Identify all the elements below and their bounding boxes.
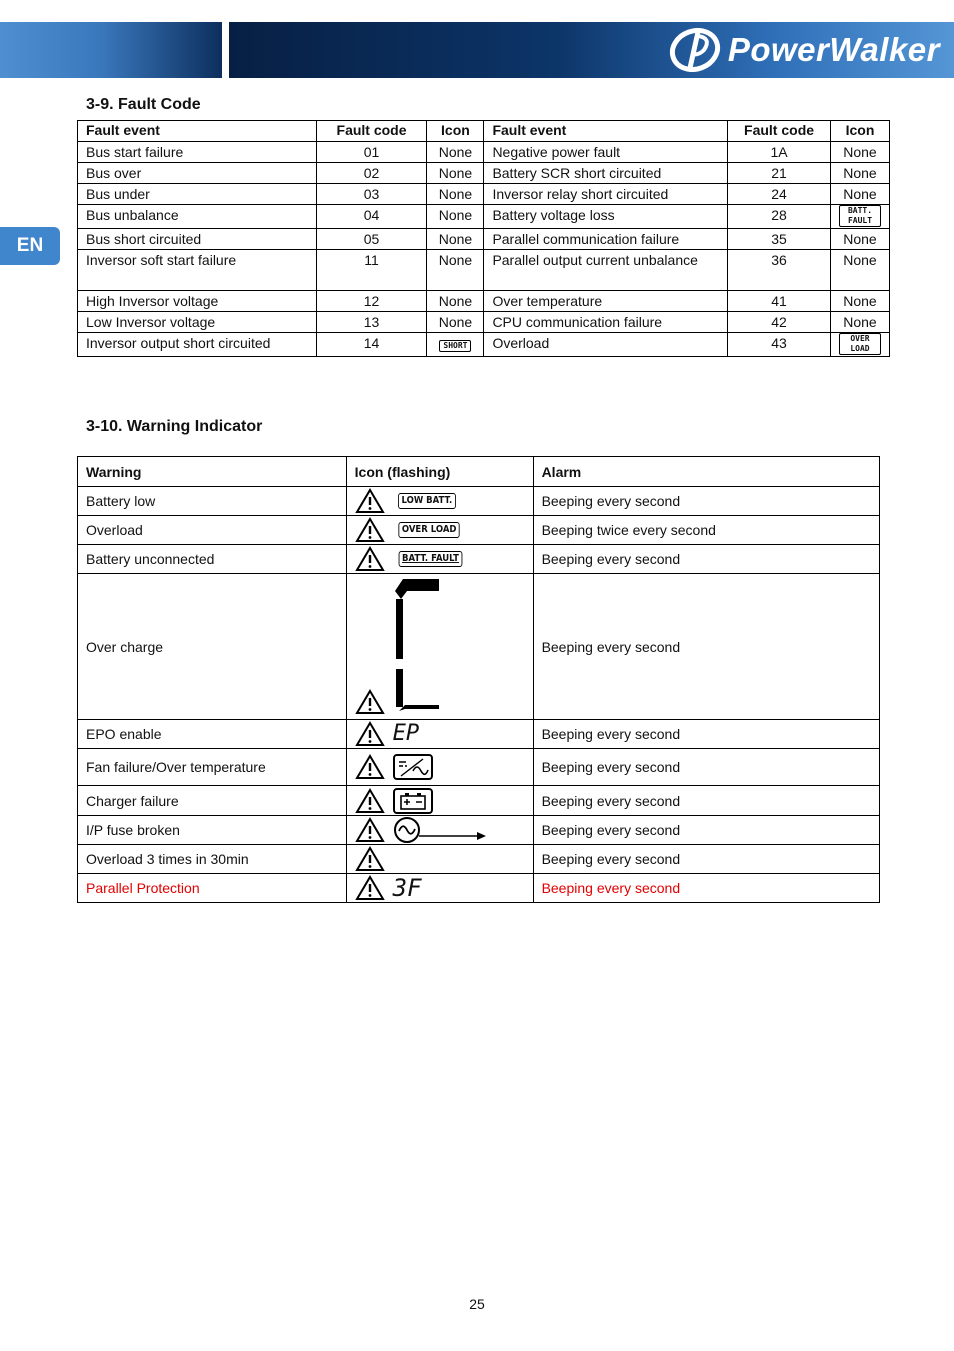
table-row [78,487,880,516]
table-row [78,142,890,163]
warning-text: Overload 3 times in 30min [78,845,347,874]
warning-triangle-icon [355,546,385,572]
fault-event: High Inversor voltage [78,291,317,312]
fault-icon: None [830,142,889,163]
fault-icon: None [427,250,484,291]
warning-icon-cell [346,487,533,516]
fault-icon [830,333,889,357]
fault-code: 41 [728,291,831,312]
warning-icon-cell [346,749,533,786]
table-row [78,229,890,250]
table-row [78,874,880,903]
warning-text: I/P fuse broken [78,816,347,845]
fault-icon: None [427,291,484,312]
header-warning: Warning [78,457,347,487]
warning-triangle-icon [355,721,385,747]
page-header [0,22,954,78]
parallel-segment-icon: 3F [392,874,422,902]
warning-icon-cell [346,845,533,874]
fault-code: 13 [316,312,427,333]
fault-event: Bus under [78,184,317,205]
short-icon: SHORT [439,340,471,352]
header-fault-code: Fault code [316,121,427,142]
batt-fault-icon: BATT. FAULT [839,205,881,227]
fault-event: Bus over [78,163,317,184]
overload-icon: OVER LOAD [398,522,459,538]
fault-event: CPU communication failure [484,312,728,333]
fault-icon: None [830,312,889,333]
header-block-left [0,22,222,78]
alarm-text: Beeping every second [533,487,879,516]
fault-code: 42 [728,312,831,333]
warning-triangle-icon [355,875,385,901]
header-icon: Icon [427,121,484,142]
fault-code-heading: 3-9. Fault Code [86,96,201,113]
table-row [78,163,890,184]
fault-event: Negative power fault [484,142,728,163]
fault-icon [830,205,889,229]
table-row [78,574,880,720]
power-swirl-icon [668,28,722,72]
page-number: 25 [469,1296,485,1312]
warning-icon-cell [346,874,533,903]
battery-charger-icon [393,788,433,814]
battery-level-segments-icon [393,577,443,717]
fault-event: Inversor soft start failure [78,250,317,291]
warning-icon-cell [346,816,533,845]
table-row [78,720,880,749]
table-row [78,816,880,845]
table-row [78,749,880,786]
language-tab[interactable]: EN [0,227,60,265]
warning-indicator-table [77,456,880,903]
warning-icon-cell [346,516,533,545]
warning-triangle-icon [355,817,385,843]
fault-icon: None [427,142,484,163]
ac-input-arrow-icon [393,816,489,844]
warning-icon-cell [346,574,533,720]
fault-code: 02 [316,163,427,184]
warning-indicator-heading: 3-10. Warning Indicator [86,418,263,435]
warning-text: Overload [78,516,347,545]
alarm-text: Beeping every second [533,874,879,903]
fault-icon [427,333,484,357]
epo-segment-icon: EP [392,721,420,746]
fault-event: Bus start failure [78,142,317,163]
alarm-text: Beeping every second [533,545,879,574]
fault-code: 24 [728,184,831,205]
table-row [78,845,880,874]
fault-icon: None [427,163,484,184]
fault-event: Bus short circuited [78,229,317,250]
fault-code: 28 [728,205,831,229]
table-row [78,333,890,357]
warning-triangle-icon [355,689,385,715]
alarm-text: Beeping twice every second [533,516,879,545]
table-row [78,516,880,545]
warning-triangle-icon [355,488,385,514]
header-fault-code-2: Fault code [728,121,831,142]
fault-event: Bus unbalance [78,205,317,229]
fault-event: Low Inversor voltage [78,312,317,333]
table-row [78,545,880,574]
fault-code: 14 [316,333,427,357]
fault-icon: None [830,163,889,184]
warning-text: EPO enable [78,720,347,749]
warning-text: Fan failure/Over temperature [78,749,347,786]
table-row [78,184,890,205]
warning-icon-cell [346,720,533,749]
warning-triangle-icon [355,754,385,780]
warning-triangle-icon [355,517,385,543]
overload-icon: OVER LOAD [839,333,881,355]
fault-code: 11 [316,250,427,291]
fault-code: 03 [316,184,427,205]
header-block-right [229,22,954,78]
header-icon-2: Icon [830,121,889,142]
fault-code: 35 [728,229,831,250]
alarm-text: Beeping every second [533,720,879,749]
fault-code: 04 [316,205,427,229]
fault-event: Overload [484,333,728,357]
fault-event: Battery SCR short circuited [484,163,728,184]
alarm-text: Beeping every second [533,786,879,816]
warning-triangle-icon [355,846,385,872]
alarm-text: Beeping every second [533,816,879,845]
brand-name: PowerWalker [727,31,940,68]
header-alarm: Alarm [533,457,879,487]
warning-text: Charger failure [78,786,347,816]
fault-code: 12 [316,291,427,312]
brand-logo [668,28,940,72]
warning-icon-cell [346,545,533,574]
fault-event: Battery voltage loss [484,205,728,229]
fault-code: 05 [316,229,427,250]
fault-event: Parallel communication failure [484,229,728,250]
fault-code-table [77,120,890,357]
table-row [78,312,890,333]
header-icon-flashing: Icon (flashing) [346,457,533,487]
low-batt-icon: LOW BATT. [398,493,456,509]
fault-icon: None [830,250,889,291]
warning-triangle-icon [355,788,385,814]
fault-icon: None [830,229,889,250]
fault-code: 01 [316,142,427,163]
table-row [78,205,890,229]
fault-event: Inversor relay short circuited [484,184,728,205]
fault-code: 43 [728,333,831,357]
alarm-text: Beeping every second [533,574,879,720]
header-fault-event: Fault event [78,121,317,142]
fault-icon: None [427,205,484,229]
inverter-icon [393,754,433,780]
warning-text: Over charge [78,574,347,720]
fault-event: Over temperature [484,291,728,312]
table-row [78,786,880,816]
alarm-text: Beeping every second [533,749,879,786]
warning-text: Parallel Protection [78,874,347,903]
fault-icon: None [427,312,484,333]
header-fault-event-2: Fault event [484,121,728,142]
table-header-row [78,121,890,142]
table-row [78,250,890,291]
fault-event: Parallel output current unbalance [484,250,728,291]
fault-code: 1A [728,142,831,163]
fault-icon: None [427,229,484,250]
warning-text: Battery unconnected [78,545,347,574]
fault-code: 36 [728,250,831,291]
fault-icon: None [830,184,889,205]
alarm-text: Beeping every second [533,845,879,874]
table-row [78,291,890,312]
fault-icon: None [830,291,889,312]
fault-event: Inversor output short circuited [78,333,317,357]
table-header-row [78,457,880,487]
warning-icon-cell [346,786,533,816]
warning-text: Battery low [78,487,347,516]
batt-fault-icon: BATT. FAULT [398,551,462,567]
fault-icon: None [427,184,484,205]
fault-code: 21 [728,163,831,184]
